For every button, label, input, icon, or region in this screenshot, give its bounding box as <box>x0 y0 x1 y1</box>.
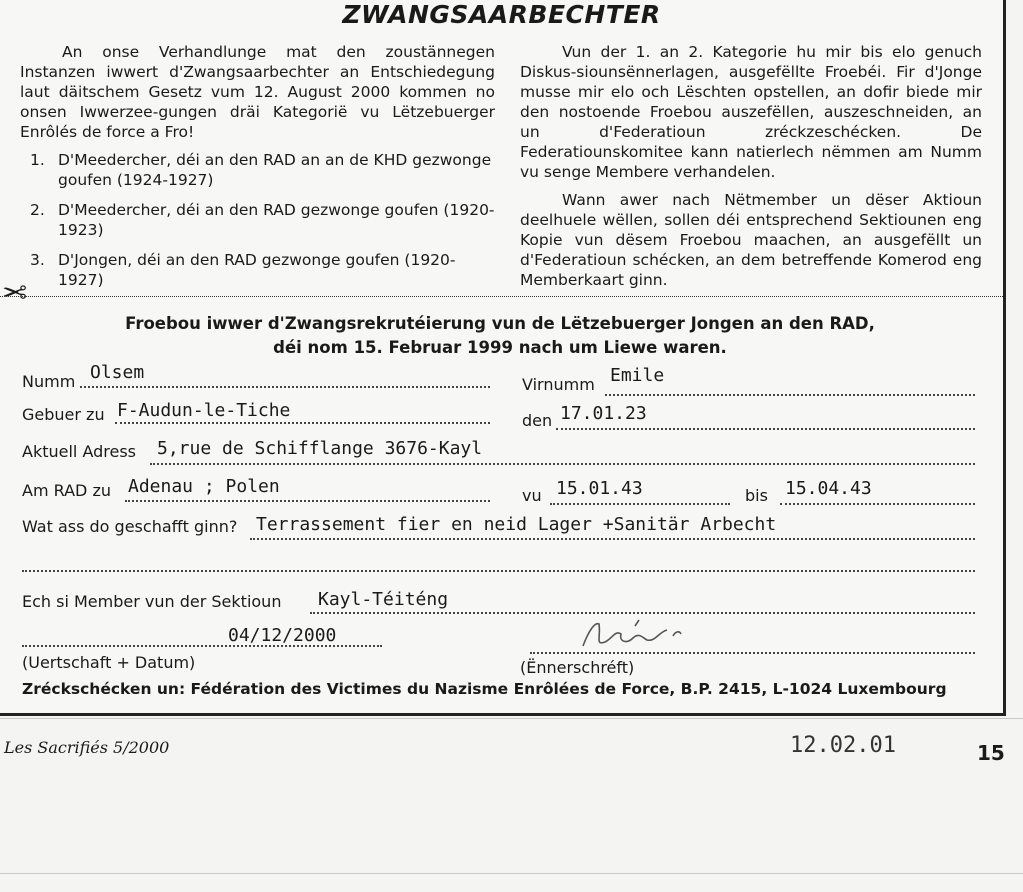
form-title-line-1: Froebou iwwer d'Zwangsrekrutéierung vun de Lëtzebuerger Jongen an den RAD, <box>125 314 875 333</box>
dotted-line <box>550 503 730 505</box>
label-am-rad: Am RAD zu <box>22 481 111 500</box>
field-vu[interactable]: 15.01.43 <box>556 478 643 499</box>
scissors-icon: ✂ <box>2 277 28 310</box>
signature-scribble <box>575 612 685 658</box>
bottom-edge-line <box>0 873 1023 874</box>
page-number: 15 <box>977 741 1005 765</box>
page-divider-line <box>0 718 1023 719</box>
dotted-line <box>556 428 975 430</box>
field-adress[interactable]: 5,rue de Schifflange 3676-Kayl <box>157 438 483 459</box>
category-number: 1. <box>30 151 45 169</box>
label-geschafft: Wat ass do geschafft ginn? <box>22 517 238 536</box>
return-address: Zréckschécken un: Fédération des Victimes du Nazisme Enrôlées de Force, B.P. 2415, L-1024 Luxembourg <box>22 680 947 698</box>
category-text: D'Meedercher, déi an den RAD an an de KHD gezwonge goufen (1924-1927) <box>58 151 492 189</box>
label-gebuer: Gebuer zu <box>22 405 105 424</box>
category-text: D'Jongen, déi an den RAD gezwonge goufen (1920-1927) <box>58 251 456 289</box>
label-numm: Numm <box>22 372 76 391</box>
dotted-line <box>80 386 490 388</box>
right-paragraph-2: Wann awer nach Nëtmember un dëser Aktioun deelhuele wëllen, sollen déi entsprechend Sektiounen eng Kopie vun dësem Froebou maachen, an ausgefëllt un d'Federatioun schécken, an dem betreffende Komerod eng Memberkaart ginn. <box>520 191 982 289</box>
field-geschafft[interactable]: Terrassement fier en neid Lager +Sanitär Arbecht <box>256 514 777 535</box>
category-text: D'Meedercher, déi an den RAD gezwonge goufen (1920-1923) <box>58 201 495 239</box>
field-datum[interactable]: 04/12/2000 <box>228 625 337 646</box>
left-column <box>20 42 495 300</box>
field-virnumm[interactable]: Emile <box>610 365 665 386</box>
intro-paragraph: An onse Verhandlunge mat den zoustännegen Instanzen iwwert d'Zwangsaarbechter an Entschiedegung laut däitschem Gesetz vum 12. August 2000 kommen no onsen Iwwerzee-gungen dräi Kategorië vu Lëtzebuerger Enrôlés de force a Fro! <box>20 43 495 141</box>
dotted-line <box>115 422 490 424</box>
category-item <box>20 200 495 240</box>
category-number: 2. <box>30 201 45 219</box>
field-den[interactable]: 17.01.23 <box>560 403 647 424</box>
dotted-line <box>125 500 490 502</box>
label-ennerschreft: (Ënnerschréft) <box>520 658 635 677</box>
dotted-line <box>150 463 975 465</box>
form-title-line-2: déi nom 15. Februar 1999 nach um Liewe waren. <box>273 338 727 357</box>
label-uertschaft: (Uertschaft + Datum) <box>22 653 196 672</box>
right-column <box>520 42 982 298</box>
category-item <box>20 150 495 190</box>
dotted-line <box>780 503 975 505</box>
dotted-line-extra <box>22 570 975 572</box>
handwritten-date: 12.02.01 <box>790 733 896 758</box>
label-bis: bis <box>745 486 768 505</box>
category-number: 3. <box>30 251 45 269</box>
label-sektioun: Ech si Member vun der Sektioun <box>22 592 282 611</box>
field-am-rad[interactable]: Adenau ; Polen <box>128 476 280 497</box>
article-title: ZWANGSAARBECHTER <box>342 0 661 29</box>
field-bis[interactable]: 15.04.43 <box>785 478 872 499</box>
field-sektioun[interactable]: Kayl-Téiténg <box>318 589 449 610</box>
label-virnumm: Virnumm <box>522 375 595 394</box>
dotted-line <box>605 394 975 396</box>
form-title <box>60 312 940 360</box>
right-paragraph-1: Vun der 1. an 2. Kategorie hu mir bis elo genuch Diskus-siounsënnerlagen, ausgefëllte Froebéi. Fir d'Jonge musse mir elo och Lëschten opstellen, an dofir biede mir den nostoende Froebou auszefëllen, auszeschneiden, an un d'Federatioun zréckzeschécken. De Federatiounskomitee kann natierlech nëmmen am Numm vu senge Membere verhandelen. <box>520 43 982 181</box>
cut-line <box>0 296 1003 297</box>
category-item <box>20 250 495 290</box>
dotted-line <box>250 538 975 540</box>
label-vu: vu <box>522 486 542 505</box>
field-numm[interactable]: Olsem <box>90 362 145 383</box>
field-gebuer[interactable]: F-Audun-le-Tiche <box>117 400 291 421</box>
label-adress: Aktuell Adress <box>22 442 137 461</box>
label-den: den <box>522 411 553 430</box>
publication-name: Les Sacrifiés 5/2000 <box>4 738 170 757</box>
